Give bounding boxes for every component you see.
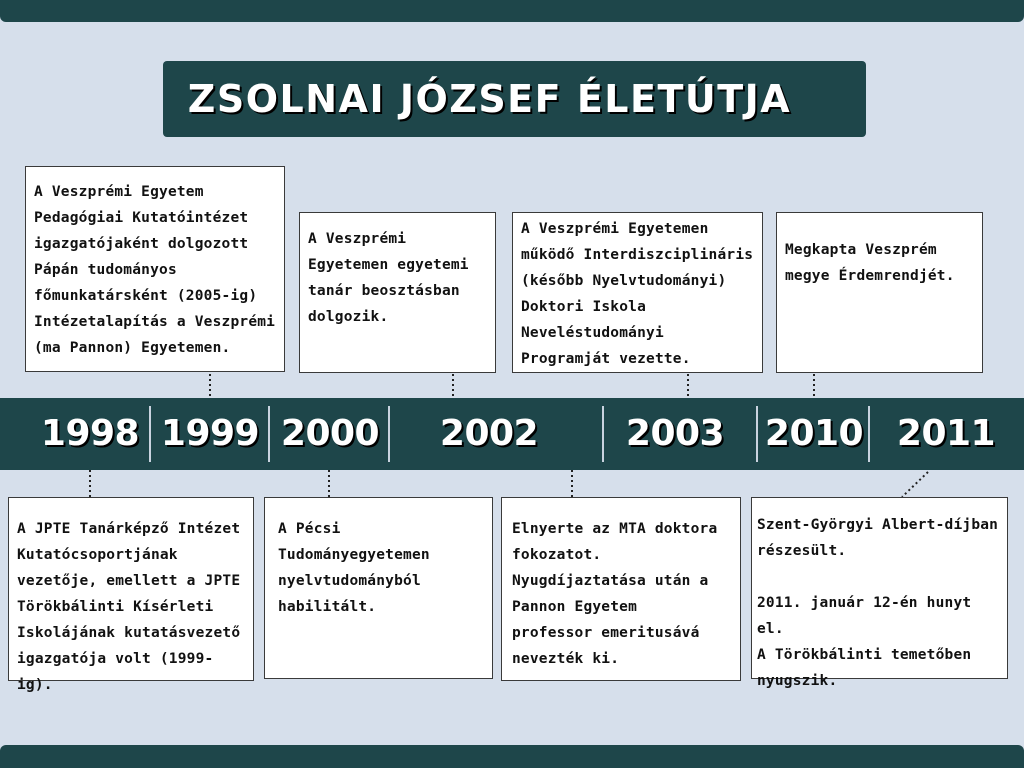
event-box-2011	[751, 497, 1008, 689]
event-box-2002-bottom	[501, 497, 741, 681]
event-text-2003: A Veszprémi Egyetemen működő Interdiszciplináris (később Nyelvtudományi) Doktori Iskola Neveléstudományi Programját vezette.	[521, 221, 754, 367]
event-text-2002-top: A Veszprémi Egyetemen egyetemi tanár beosztásban dolgozik.	[308, 231, 469, 325]
year-2000: 2000	[280, 413, 380, 454]
divider	[388, 406, 390, 462]
event-text-2002-bottom: Elnyerte az MTA doktora fokozatot. Nyugdíjaztatása után a Pannon Egyetem professor emeritusává nevezték ki.	[512, 521, 718, 667]
year-1998: 1998	[40, 413, 140, 454]
year-2010: 2010	[764, 413, 864, 454]
year-2003: 2003	[625, 413, 725, 454]
connector-2011-bottom	[902, 472, 928, 497]
timeline-band	[0, 398, 1024, 470]
event-text-1999: A Veszprémi Egyetem Pedagógiai Kutatóintézet igazgatójaként dolgozott Pápán tudományos főmunkatársként (2005-ig) Intézetalapítás a Veszprémi (ma Pannon) Egyetemen.	[34, 184, 276, 356]
event-text-1998: A JPTE Tanárképző Intézet Kutatócsoportjának vezetője, emellett a JPTE Törökbálinti Kísérleti Iskolájának kutatásvezető igazgatója volt (1999-ig).	[17, 521, 241, 693]
event-box-2000	[264, 497, 493, 679]
event-text-2011: Szent-Györgyi Albert-díjban részesült. 2011. január 12-én hunyt el. A Törökbálinti temetőben nyugszik.	[757, 517, 999, 689]
event-box-2003	[512, 212, 763, 373]
event-box-2002-top	[299, 212, 496, 373]
divider	[868, 406, 870, 462]
event-text-2000: A Pécsi Tudományegyetemen nyelvtudományból habilitált.	[278, 521, 430, 615]
page-title: ZSOLNAI JÓZSEF ÉLETÚTJA	[187, 77, 792, 121]
event-text-2010: Megkapta Veszprém megye Érdemrendjét.	[785, 242, 955, 284]
divider	[602, 406, 604, 462]
year-2002: 2002	[439, 413, 539, 454]
event-box-1998	[8, 497, 254, 693]
year-1999: 1999	[160, 413, 260, 454]
bottom-bar	[0, 745, 1024, 768]
event-box-2010	[776, 212, 983, 373]
year-2011: 2011	[896, 413, 996, 454]
event-box-1999	[25, 166, 285, 372]
